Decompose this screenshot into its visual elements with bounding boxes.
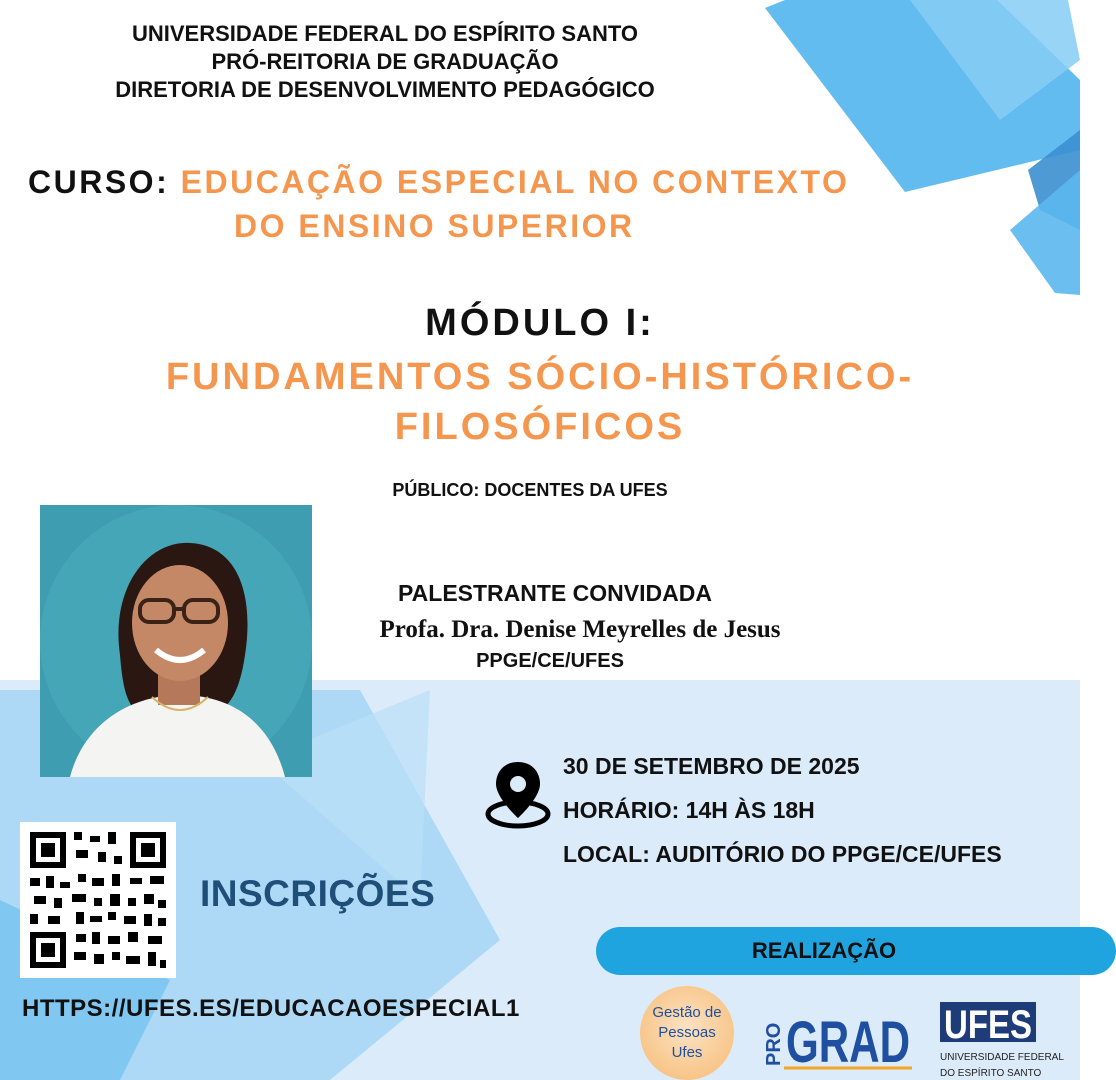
- qr-code-icon[interactable]: [20, 822, 176, 978]
- event-location: LOCAL: AUDITÓRIO DO PPGE/CE/UFES: [563, 841, 1002, 867]
- module-label: MÓDULO I:: [425, 302, 655, 344]
- institution-header: [0, 20, 770, 104]
- event-date: 30 DE SETEMBRO DE 2025: [563, 753, 860, 779]
- registration-url[interactable]: HTTPS://UFES.ES/EDUCACAOESPECIAL1: [22, 995, 520, 1022]
- course-title-line-2: DO ENSINO SUPERIOR: [234, 208, 635, 244]
- registration-label: INSCRIÇÕES: [200, 873, 436, 914]
- speaker-name: Profa. Dra. Denise Meyrelles de Jesus: [379, 616, 781, 643]
- prograd-pro-text: PRO: [763, 1022, 785, 1066]
- prograd-grad-text: GRAD: [786, 1010, 910, 1075]
- gestao-line-1: Gestão de: [652, 1004, 722, 1021]
- module-title-line-1: FUNDAMENTOS SÓCIO-HISTÓRICO-: [165, 356, 915, 398]
- audience-text: PÚBLICO: DOCENTES DA UFES: [392, 480, 668, 500]
- event-time: HORÁRIO: 14H ÀS 18H: [563, 797, 815, 823]
- prograd-logo: [762, 1000, 912, 1075]
- realizacao-label: REALIZAÇÃO: [751, 938, 897, 963]
- module-title: [0, 352, 1080, 452]
- map-pin-icon: [485, 758, 551, 830]
- header-line-1: UNIVERSIDADE FEDERAL DO ESPÍRITO SANTO: [131, 21, 639, 46]
- speaker-photo: [40, 505, 312, 777]
- ufes-subtitle-2: DO ESPÍRITO SANTO: [940, 1068, 1042, 1079]
- course-label: CURSO:: [28, 164, 170, 200]
- event-details: [563, 744, 1002, 876]
- header-line-3: DIRETORIA DE DESENVOLVIMENTO PEDAGÓGICO: [115, 77, 655, 102]
- speaker-label: PALESTRANTE CONVIDADA: [398, 580, 712, 606]
- module-title-line-2: FILOSÓFICOS: [394, 406, 686, 448]
- ufes-subtitle-1: UNIVERSIDADE FEDERAL: [940, 1052, 1064, 1063]
- course-title: [28, 160, 928, 248]
- gestao-line-3: Ufes: [671, 1044, 703, 1061]
- ufes-logo: [938, 996, 1068, 1080]
- course-title-line-1: EDUCAÇÃO ESPECIAL NO CONTEXTO: [180, 164, 850, 200]
- gestao-line-2: Pessoas: [658, 1024, 716, 1041]
- gestao-pessoas-logo: [640, 986, 734, 1080]
- ufes-mark-text: UFES: [944, 1003, 1032, 1047]
- header-line-2: PRÓ-REITORIA DE GRADUAÇÃO: [211, 49, 559, 74]
- speaker-affiliation: PPGE/CE/UFES: [476, 650, 624, 672]
